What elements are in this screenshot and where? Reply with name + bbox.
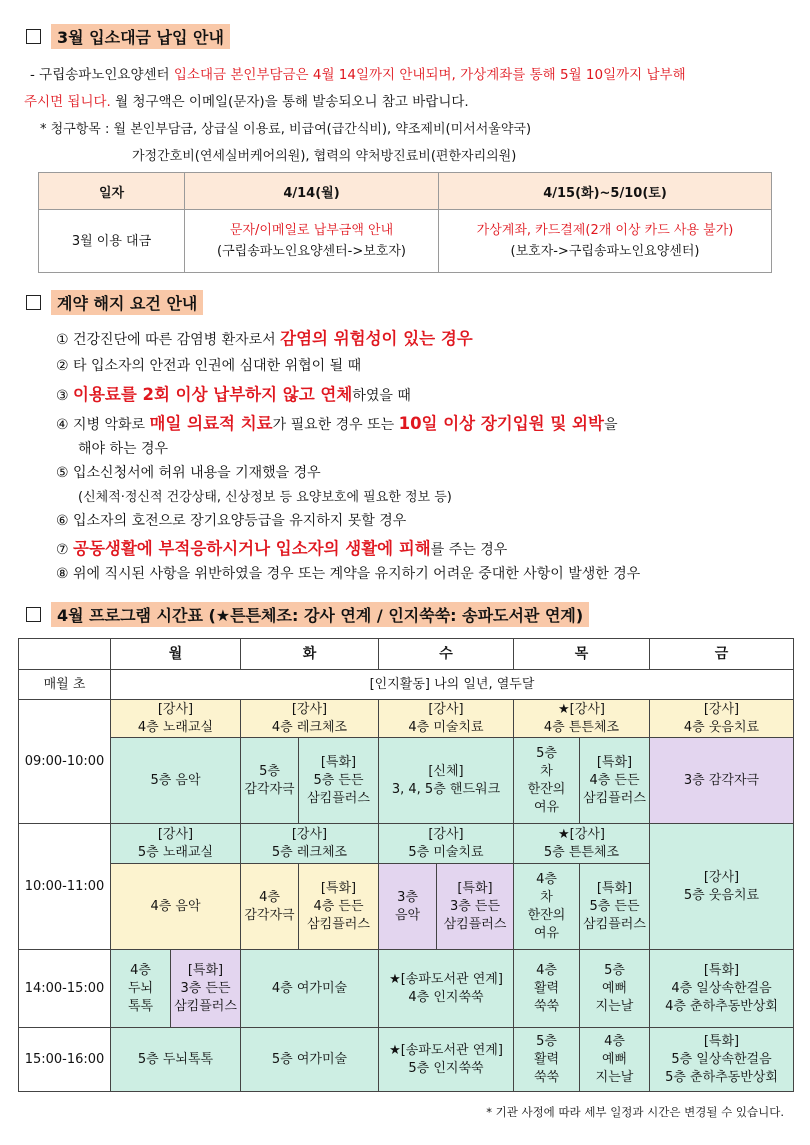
time-monthly: 매월 초 [19,670,111,700]
day-wed: 수 [379,639,514,670]
program-cell: [특화] 5층 든든 삼킴플러스 [299,738,379,824]
day-mon: 월 [111,639,241,670]
term-item-4: ④ 지병 악화로 매일 의료적 치료가 필요한 경우 또는 10일 이상 장기입원 및 외박을 [56,414,618,433]
program-cell: 5층 활력 쑥쑥 [514,1028,580,1092]
program-cell: 5층 감각자극 [241,738,299,824]
program-cell: [특화] 5층 일상속한걸음 5층 춘하추동반상회 [650,1028,794,1092]
program-cell: [강사] 4층 노래교실 [111,700,241,738]
program-cell: [특화] 4층 든든 삼킴플러스 [580,738,650,824]
program-cell: [특화] 4층 든든 삼킴플러스 [299,864,379,950]
program-cell: 4층 감각자극 [241,864,299,950]
program-cell: 5층 예뻐 지는날 [580,950,650,1028]
day-thu: 목 [514,639,650,670]
checkbox-square-icon [26,295,41,310]
schedule-change-note: * 기관 사정에 따라 세부 일정과 시간은 변경될 수 있습니다. [486,1105,784,1119]
row-label: 3월 이용 대금 [39,210,185,273]
checkbox-square-icon [26,29,41,44]
program-cell: [특화] 5층 든든 삼킴플러스 [580,864,650,950]
program-cell: [강사] 4층 웃음치료 [650,700,794,738]
day-tue: 화 [241,639,379,670]
time-1500: 15:00-16:00 [19,1028,111,1092]
payment-cell: 가상계좌, 카드결제(2개 이상 카드 사용 불가) (보호자->구립송파노인요양센터) [439,210,772,273]
monthly-activity: [인지활동] 나의 일년, 열두달 [111,670,794,700]
day-fri: 금 [650,639,794,670]
program-cell: [강사] 4층 레크체조 [241,700,379,738]
term-item-2: ② 타 입소자의 안전과 인권에 심대한 위협이 될 때 [56,358,362,374]
program-cell: 4층 음악 [111,864,241,950]
program-cell: [신체] 3, 4, 5층 핸드워크 [379,738,514,824]
term-item-5: ⑤ 입소신청서에 허위 내용을 기재했을 경우 [56,465,321,481]
program-cell: [강사] 5층 미술치료 [379,824,514,864]
header-apr14: 4/14(월) [185,173,439,210]
header-range: 4/15(화)~5/10(토) [439,173,772,210]
billing-items-cont: 가정간호비(연세실버케어의원), 협력의 약처방진료비(편한자리의원) [132,149,517,164]
program-cell: 5층 차 한잔의 여유 [514,738,580,824]
program-cell: ★[강사] 4층 튼튼체조 [514,700,650,738]
time-1000: 10:00-11:00 [19,824,111,950]
payment-line-2: 주시면 됩니다. 월 청구액은 이메일(문자)을 통해 발송되오니 참고 바랍니다. [24,94,469,110]
time-1400: 14:00-15:00 [19,950,111,1028]
term-item-1: ① 건강진단에 따른 감염병 환자로서 감염의 위험성이 있는 경우 [56,329,473,348]
program-cell: 5층 여가미술 [241,1028,379,1092]
section-title-termination: 계약 해지 요건 안내 [26,290,203,315]
program-cell: 3층 감각자극 [650,738,794,824]
section-title-timetable: 4월 프로그램 시간표 (★튼튼체조: 강사 연계 / 인지쑥쑥: 송파도서관 연계) [26,602,589,627]
time-0900: 09:00-10:00 [19,700,111,824]
program-cell: 4층 차 한잔의 여유 [514,864,580,950]
term-item-3: ③ 이용료를 2회 이상 납부하지 않고 연체하였을 때 [56,385,411,404]
term-item-5-detail: (신체적·정신적 건강상태, 신상정보 등 요양보호에 필요한 정보 등) [78,490,452,505]
program-cell: [강사] 4층 미술치료 [379,700,514,738]
program-cell: [강사] 5층 레크체조 [241,824,379,864]
program-cell: 4층 활력 쑥쑥 [514,950,580,1028]
notice-cell: 문자/이메일로 납부금액 안내 (구립송파노인요양센터->보호자) [185,210,439,273]
term-item-7: ⑦ 공동생활에 부적응하시거나 입소자의 생활에 피해를 주는 경우 [56,539,508,558]
payment-line-1: - 구립송파노인요양센터 입소대금 본인부담금은 4월 14일까지 안내되며, 가상계좌를 통해 5월 10일까지 납부해 [30,67,686,83]
program-cell: ★[송파도서관 연계] 5층 인지쑥쑥 [379,1028,514,1092]
header-date: 일자 [39,173,185,210]
billing-items: * 청구항목 : 월 본인부담금, 상급실 이용료, 비급여(급간식비), 약조제비(미서서울약국) [40,122,532,137]
program-cell: [특화] 3층 든든 삼킴플러스 [171,950,241,1028]
program-cell: 5층 음악 [111,738,241,824]
term-item-8: ⑧ 위에 직시된 사항을 위반하였을 경우 또는 계약을 유지하기 어려운 중대한 사항이 발생한 경우 [56,566,641,582]
program-timetable [18,638,794,1092]
program-cell: ★[송파도서관 연계] 4층 인지쑥쑥 [379,950,514,1028]
program-cell: 4층 두뇌 톡톡 [111,950,171,1028]
program-cell: [특화] 3층 든든 삼킴플러스 [437,864,514,950]
program-cell: 3층 음악 [379,864,437,950]
term-item-6: ⑥ 입소자의 호전으로 장기요양등급을 유지하지 못할 경우 [56,513,407,529]
program-cell: 4층 여가미술 [241,950,379,1028]
payment-table [38,172,772,273]
program-cell: 4층 예뻐 지는날 [580,1028,650,1092]
program-cell: 5층 두뇌톡톡 [111,1028,241,1092]
program-cell: [강사] 5층 웃음치료 [650,824,794,950]
program-cell: [특화] 4층 일상속한걸음 4층 춘하추동반상회 [650,950,794,1028]
checkbox-square-icon [26,607,41,622]
term-item-4-cont: 해야 하는 경우 [78,441,169,457]
program-cell: [강사] 5층 노래교실 [111,824,241,864]
program-cell: ★[강사] 5층 튼튼체조 [514,824,650,864]
section-title-payment: 3월 입소대금 납입 안내 [26,24,230,49]
